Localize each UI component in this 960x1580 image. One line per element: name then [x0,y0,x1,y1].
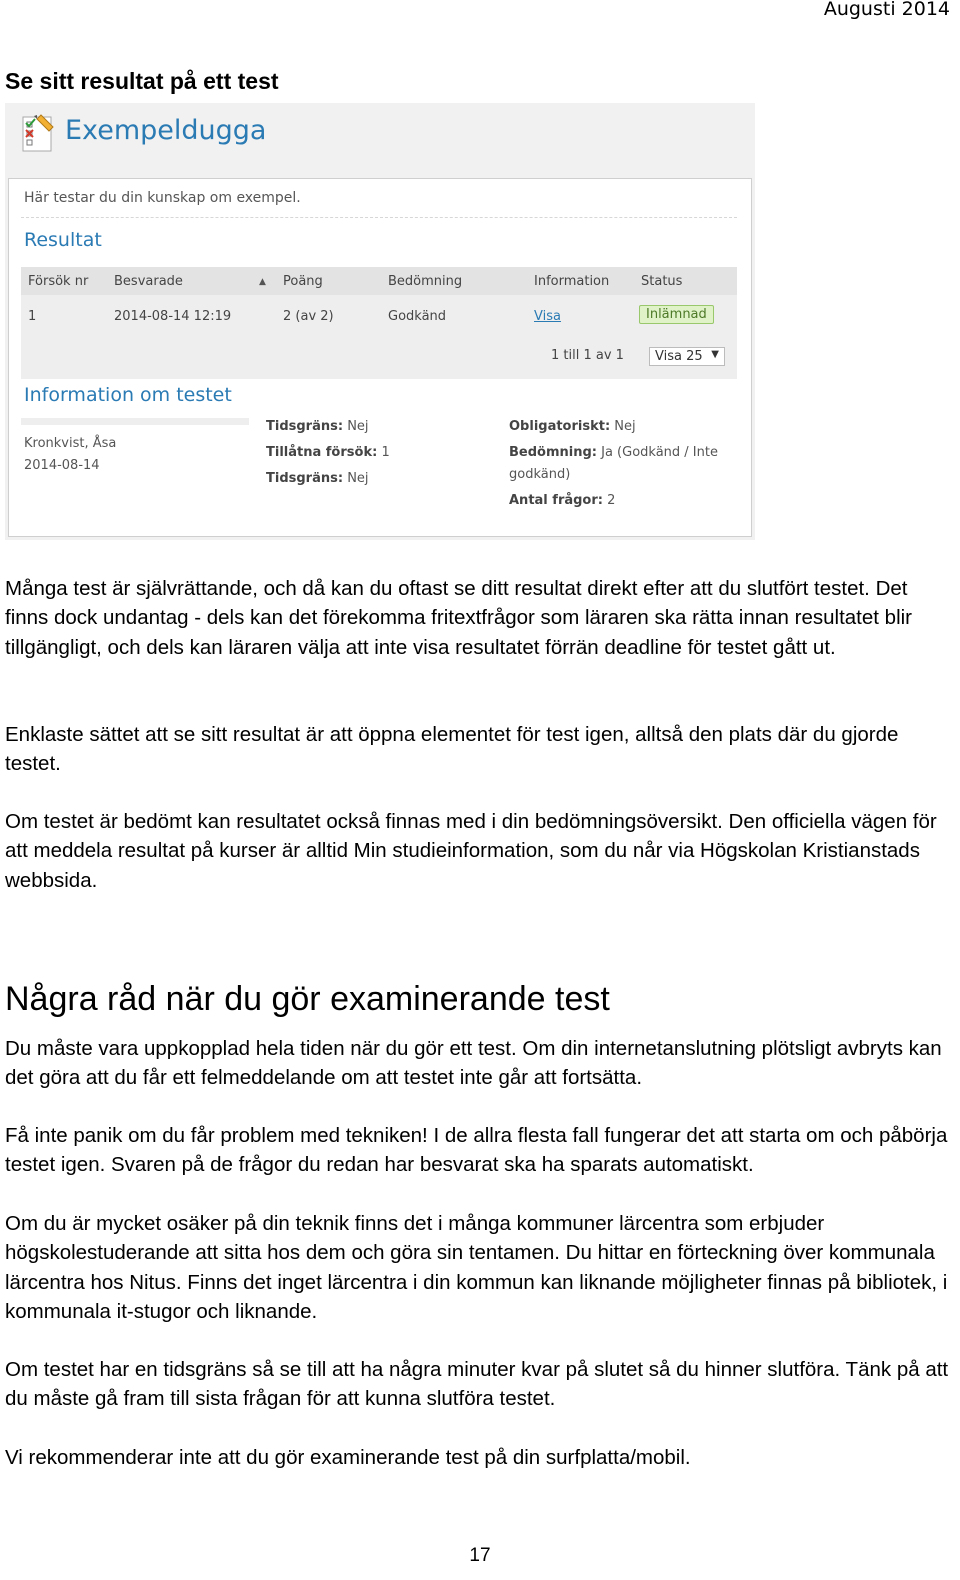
col-answered[interactable]: Besvarade [114,274,183,289]
info-grading: Bedömning: Ja (Godkänd / Inte [509,445,718,460]
info-time-limit-2: Tidsgräns: Nej [266,471,369,486]
view-info-link[interactable]: Visa [534,309,561,324]
page-size-value: Visa 25 [655,349,703,364]
info-question-count: Antal frågor: 2 [509,493,616,508]
test-screenshot [5,103,755,540]
paragraph: Få inte panik om du får problem med tekniken! I de allra flesta fall fungerar det att starta om och påbörja testet igen. Svaren på de frågor du redan har besvarat ska ha sparats automatiskt. [5,1124,948,1177]
author-name[interactable]: Kronkvist, Åsa [24,436,117,451]
chevron-down-icon: ▼ [711,349,719,360]
col-information[interactable]: Information [534,274,610,289]
cell-points: 2 (av 2) [283,309,334,324]
info-time-limit: Tidsgräns: Nej [266,419,369,434]
paragraph: Vi rekommenderar inte att du gör examinerande test på din surfplatta/mobil. [5,1446,691,1469]
info-allowed-attempts: Tillåtna försök: 1 [266,445,390,460]
author-date: 2014-08-14 [24,458,100,473]
results-heading: Resultat [24,229,102,251]
paragraph: Om testet har en tidsgräns så se till att ha några minuter kvar på slutet så du hinner slutföra. Tänk på att du måste gå fram till sista frågan för att kunna slutföra testet. [5,1358,949,1411]
test-title: Exempeldugga [65,115,267,146]
col-attempt[interactable]: Försök nr [28,274,89,289]
col-points[interactable]: Poäng [283,274,323,289]
test-logo-icon [19,111,59,155]
paragraph: Enklaste sättet att se sitt resultat är att öppna elementet för test igen, alltså den plats där du gjorde testet. [5,723,899,776]
paragraph: Om testet är bedömt kan resultatet också finnas med i din bedömningsöversikt. Den officiella vägen för att meddela resultat på kurser är alltid Min studieinformation, som du når via Högskolan Kristianstads webbsida. [5,810,937,892]
cell-answered: 2014-08-14 12:19 [114,309,232,324]
page-number: 17 [469,1545,491,1566]
paragraph: Om du är mycket osäker på din teknik finns det i många kommuner lärcentra som erbjuder högskolestuderande att sitta hos dem och göra sin tentamen. Du hittar en förteckning över kommunala lärcentra hos Nitus. Finns det inget lärcentra i din kommun kan liknande möjligheter finnas på bibliotek, i kommunala it-stugor och liknande. [5,1212,948,1323]
paragraph: Många test är självrättande, och då kan du oftast se ditt resultat direkt efter att du slutfört testet. Det finns dock undantag - dels kan det förekomma fritextfrågor som läraren ska rätta innan resultatet blir tillgängligt, och dels kan läraren välja att inte visa resultatet förrän deadline för testet gått ut. [5,577,913,659]
section-title-advice: Några råd när du gör examinerande test [5,980,610,1018]
test-intro: Här testar du din kunskap om exempel. [24,190,301,206]
info-heading: Information om testet [24,384,232,406]
info-mandatory: Obligatoriskt: Nej [509,419,636,434]
col-grading[interactable]: Bedömning [388,274,463,289]
divider [21,217,737,218]
results-header-row [21,267,737,295]
header-date: Augusti 2014 [823,0,950,20]
info-heading-underline [21,418,249,425]
sort-asc-icon[interactable]: ▲ [259,277,266,287]
test-panel [8,178,752,537]
results-table [21,267,737,379]
page-size-select[interactable] [649,347,725,366]
status-badge: Inlämnad [639,305,714,324]
cell-grading: Godkänd [388,309,447,324]
section-title-results: Se sitt resultat på ett test [5,68,279,94]
paragraph: Du måste vara uppkopplad hela tiden när du gör ett test. Om din internetanslutning plötsligt avbryts kan det göra att du får ett felmeddelande om att testet inte går att fortsätta. [5,1037,942,1090]
pagination-text: 1 till 1 av 1 [551,348,624,363]
info-grading-cont: godkänd) [509,467,571,482]
cell-attempt: 1 [28,309,37,324]
col-status[interactable]: Status [641,274,683,289]
